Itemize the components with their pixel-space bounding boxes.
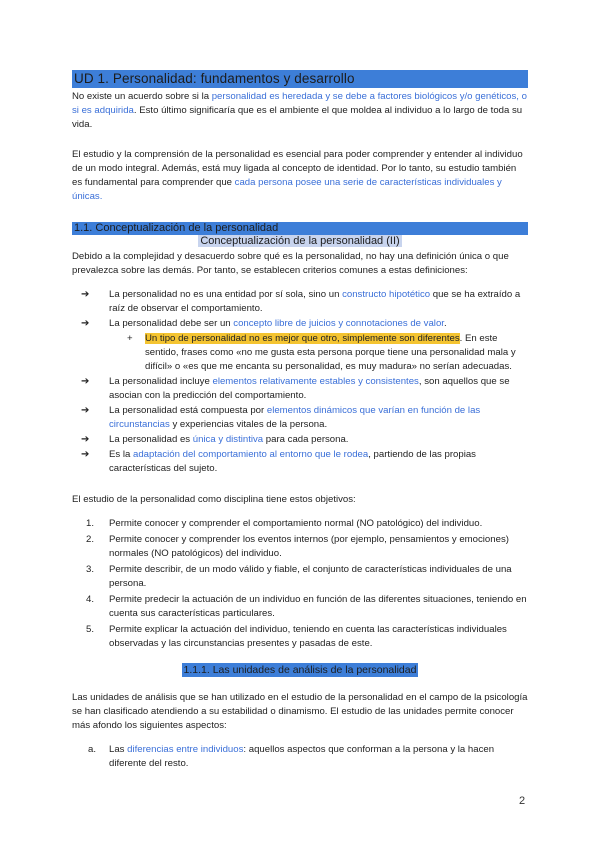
- sub-list: [109, 332, 528, 374]
- unit-title: UD 1. Personalidad: fundamentos y desarrollo: [72, 70, 528, 88]
- highlighted-text: Un tipo de personalidad no es mejor que otro, simplemente son diferentes: [145, 333, 460, 344]
- criteria-list: [72, 288, 528, 476]
- list-item: ➔ La personalidad es única y distintiva para cada persona.: [81, 434, 349, 445]
- arrow-right-icon: ➔: [81, 289, 90, 300]
- units-list: [72, 743, 528, 771]
- arrow-right-icon: ➔: [81, 405, 90, 416]
- list-item: 1. Permite conocer y comprender el comportamiento normal (NO patológico) del individuo.: [86, 518, 483, 529]
- list-item: 5. Permite explicar la actuación del individuo, teniendo en cuenta las características individuales observadas y las circunstancias presentes y pasadas de este.: [86, 624, 507, 649]
- intro-paragraph-1: [72, 90, 528, 132]
- units-intro: Las unidades de análisis que se han utilizado en el estudio de la personalidad en el campo de la psicología se han clasificado atendiendo a su estabilidad o dinamismo. El estudio de las unidades permite conocer más afondo los siguientes aspectos:: [72, 692, 528, 731]
- arrow-right-icon: ➔: [81, 376, 90, 387]
- sub-list-item: + Un tipo de personalidad no es mejor que otro, simplemente son diferentes. En este sentido, frases como «no me gusta esta persona porque tiene una personalidad mala y difícil» o «es que me encanta su personalidad, es muy madura» no serían adecuadas.: [127, 333, 516, 372]
- list-item: 2. Permite conocer y comprender los eventos internos (por ejemplo, pensamientos y emociones) normales (NO patológicos) del individuo.: [86, 534, 509, 559]
- plus-icon: +: [127, 333, 133, 344]
- highlight-term: personalidad es heredada y se debe a factores biológicos y/o genéticos, o si es adquirida: [72, 91, 527, 116]
- highlight-term: cada persona posee una serie de características individuales y únicas.: [72, 177, 502, 202]
- subsection-title: [72, 235, 528, 248]
- arrow-right-icon: ➔: [81, 449, 90, 460]
- arrow-right-icon: ➔: [81, 318, 90, 329]
- section-intro: Debido a la complejidad y desacuerdo sobre qué es la personalidad, no hay una definición única o que prevalezca sobre las demás. Por tanto, se establecen criterios comunes a estas definiciones:: [72, 251, 509, 276]
- subsection-title-text: Conceptualización de la personalidad (II): [200, 235, 400, 247]
- list-item: ➔ La personalidad incluye elementos relativamente estables y consistentes, son aquellos que se asocian con la predicción del comportamiento.: [81, 376, 510, 401]
- list-item: ➔ La personalidad no es una entidad por sí sola, sino un constructo hipotético que se ha extraído a raíz de observar el comportamiento.: [81, 289, 521, 314]
- list-item: ➔ Es la adaptación del comportamiento al entorno que le rodea, partiendo de las propias características del sujeto.: [81, 449, 476, 474]
- objectives-intro: El estudio de la personalidad como disciplina tiene estos objetivos:: [72, 494, 356, 505]
- intro-paragraph-2: [72, 148, 528, 204]
- page-number: 2: [519, 795, 526, 807]
- subsubsection-title: [72, 663, 528, 677]
- list-item: 3. Permite describir, de un modo válido y fiable, el conjunto de características individuales de una persona.: [86, 564, 512, 589]
- arrow-right-icon: ➔: [81, 434, 90, 445]
- text-run: No existe un acuerdo sobre si la: [72, 91, 212, 102]
- text-run: . Esto último significaría que es el ambiente el que moldea al individuo a lo largo de toda su vida.: [72, 105, 523, 130]
- list-item: ➔ La personalidad debe ser un concepto libre de juicios y connotaciones de valor. + Un tipo de personalidad no es mejor que otro, simplemente son diferentes. En este sentido, frases como «no me gusta esta persona porque tiene una personalidad mala y difícil» o «es que me encanta su personalidad, es muy madura» no serían adecuadas.: [72, 317, 528, 374]
- list-item: 4. Permite predecir la actuación de un individuo en función de las diferentes situaciones, teniendo en cuenta sus características particulares.: [86, 594, 527, 619]
- text-run: El estudio y la comprensión de la personalidad es esencial para poder comprender y entender al individuo de un modo integral. Además, está muy ligada al concepto de identidad. Por lo tanto, su estudio también es fundamental para comprender que: [72, 149, 523, 188]
- objectives-list: [72, 517, 528, 651]
- list-item: ➔ La personalidad está compuesta por elementos dinámicos que varían en función de las circunstancias y experiencias vitales de la persona.: [81, 405, 481, 430]
- document-page: [72, 70, 528, 771]
- subsubsection-title-text: 1.1.1. Las unidades de análisis de la personalidad: [183, 664, 417, 676]
- list-item: a. Las diferencias entre individuos: aquellos aspectos que conforman a la persona y la hacen diferente del resto.: [88, 744, 495, 769]
- section-title: 1.1. Conceptualización de la personalidad: [72, 222, 528, 235]
